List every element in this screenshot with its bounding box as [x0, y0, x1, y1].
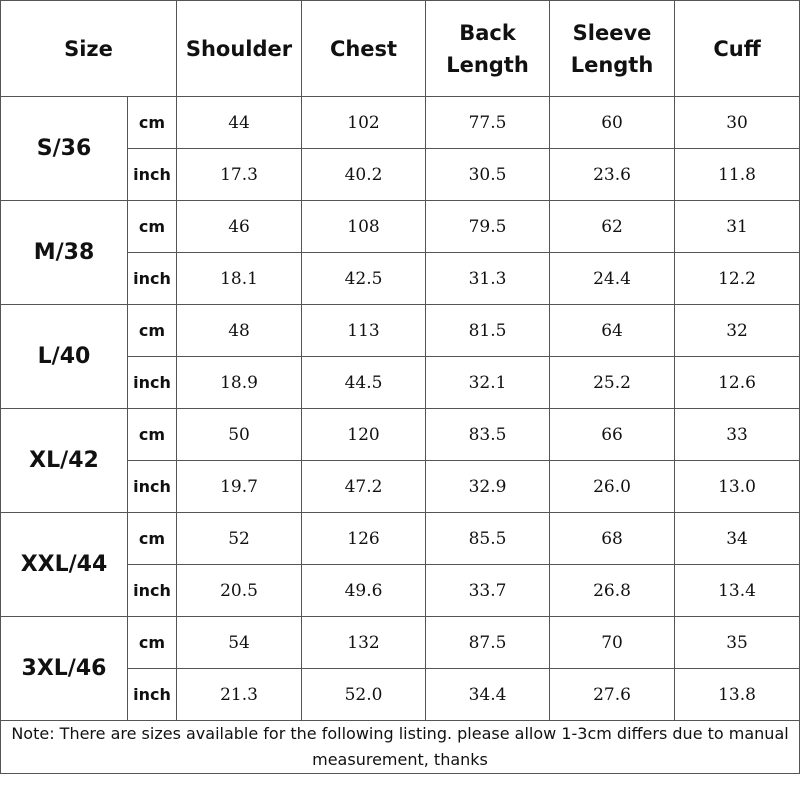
value-sleeve-length-inch: 23.6 [550, 149, 675, 201]
value-cuff-cm: 34 [675, 513, 800, 565]
header-back-length-line1: Back [459, 20, 516, 45]
table-body [1, 97, 800, 721]
value-back-length-inch: 32.9 [426, 461, 550, 513]
value-back-length-inch: 32.1 [426, 357, 550, 409]
table-row [1, 201, 800, 253]
value-chest-cm: 102 [302, 97, 426, 149]
unit-label-cm: cm [128, 201, 177, 253]
size-label: 3XL/46 [1, 617, 128, 721]
value-shoulder-cm: 54 [177, 617, 302, 669]
value-sleeve-length-inch: 27.6 [550, 669, 675, 721]
header-back-length-line2: Length [446, 52, 529, 77]
header-chest: Chest [302, 1, 426, 97]
value-cuff-inch: 12.6 [675, 357, 800, 409]
unit-label-inch: inch [128, 149, 177, 201]
value-sleeve-length-cm: 62 [550, 201, 675, 253]
value-back-length-cm: 85.5 [426, 513, 550, 565]
size-label: S/36 [1, 97, 128, 201]
value-chest-inch: 40.2 [302, 149, 426, 201]
size-label: L/40 [1, 305, 128, 409]
note-text: Note: There are sizes available for the following listing. please allow 1-3cm differs due to manual measurement, thanks [1, 721, 800, 774]
table-row [1, 305, 800, 357]
value-shoulder-inch: 20.5 [177, 565, 302, 617]
unit-label-inch: inch [128, 461, 177, 513]
value-shoulder-inch: 18.1 [177, 253, 302, 305]
unit-label-cm: cm [128, 409, 177, 461]
value-cuff-inch: 12.2 [675, 253, 800, 305]
value-cuff-inch: 13.4 [675, 565, 800, 617]
header-back-length [426, 1, 550, 97]
value-cuff-inch: 11.8 [675, 149, 800, 201]
value-sleeve-length-inch: 26.8 [550, 565, 675, 617]
value-chest-inch: 52.0 [302, 669, 426, 721]
value-shoulder-inch: 17.3 [177, 149, 302, 201]
unit-label-cm: cm [128, 97, 177, 149]
value-chest-cm: 113 [302, 305, 426, 357]
table-row [1, 409, 800, 461]
header-shoulder: Shoulder [177, 1, 302, 97]
size-label: M/38 [1, 201, 128, 305]
value-shoulder-cm: 50 [177, 409, 302, 461]
table-row [1, 617, 800, 669]
table-row [1, 513, 800, 565]
value-cuff-cm: 32 [675, 305, 800, 357]
value-sleeve-length-cm: 66 [550, 409, 675, 461]
value-shoulder-cm: 44 [177, 97, 302, 149]
unit-label-inch: inch [128, 253, 177, 305]
unit-label-cm: cm [128, 305, 177, 357]
value-shoulder-cm: 46 [177, 201, 302, 253]
unit-label-cm: cm [128, 617, 177, 669]
value-sleeve-length-cm: 68 [550, 513, 675, 565]
unit-label-inch: inch [128, 669, 177, 721]
header-sleeve-length-line1: Sleeve [572, 20, 652, 45]
value-back-length-inch: 33.7 [426, 565, 550, 617]
value-cuff-cm: 30 [675, 97, 800, 149]
value-chest-cm: 108 [302, 201, 426, 253]
value-chest-cm: 132 [302, 617, 426, 669]
value-back-length-inch: 31.3 [426, 253, 550, 305]
header-sleeve-length [550, 1, 675, 97]
value-back-length-cm: 87.5 [426, 617, 550, 669]
value-back-length-cm: 77.5 [426, 97, 550, 149]
size-label: XL/42 [1, 409, 128, 513]
value-shoulder-inch: 19.7 [177, 461, 302, 513]
note-row [1, 721, 800, 774]
value-back-length-inch: 34.4 [426, 669, 550, 721]
value-sleeve-length-cm: 60 [550, 97, 675, 149]
value-cuff-inch: 13.0 [675, 461, 800, 513]
value-back-length-cm: 79.5 [426, 201, 550, 253]
header-cuff: Cuff [675, 1, 800, 97]
value-back-length-cm: 81.5 [426, 305, 550, 357]
value-sleeve-length-inch: 25.2 [550, 357, 675, 409]
value-sleeve-length-cm: 64 [550, 305, 675, 357]
unit-label-inch: inch [128, 357, 177, 409]
value-shoulder-cm: 52 [177, 513, 302, 565]
value-shoulder-inch: 21.3 [177, 669, 302, 721]
table-row [1, 97, 800, 149]
value-shoulder-inch: 18.9 [177, 357, 302, 409]
value-cuff-inch: 13.8 [675, 669, 800, 721]
header-size: Size [1, 1, 177, 97]
value-shoulder-cm: 48 [177, 305, 302, 357]
unit-label-cm: cm [128, 513, 177, 565]
value-back-length-inch: 30.5 [426, 149, 550, 201]
value-sleeve-length-cm: 70 [550, 617, 675, 669]
value-cuff-cm: 35 [675, 617, 800, 669]
unit-label-inch: inch [128, 565, 177, 617]
value-chest-inch: 44.5 [302, 357, 426, 409]
header-row [1, 1, 800, 97]
value-chest-cm: 120 [302, 409, 426, 461]
value-sleeve-length-inch: 24.4 [550, 253, 675, 305]
value-chest-inch: 47.2 [302, 461, 426, 513]
header-sleeve-length-line2: Length [570, 52, 654, 77]
value-chest-cm: 126 [302, 513, 426, 565]
value-cuff-cm: 33 [675, 409, 800, 461]
value-sleeve-length-inch: 26.0 [550, 461, 675, 513]
value-chest-inch: 49.6 [302, 565, 426, 617]
value-chest-inch: 42.5 [302, 253, 426, 305]
value-cuff-cm: 31 [675, 201, 800, 253]
size-label: XXL/44 [1, 513, 128, 617]
value-back-length-cm: 83.5 [426, 409, 550, 461]
